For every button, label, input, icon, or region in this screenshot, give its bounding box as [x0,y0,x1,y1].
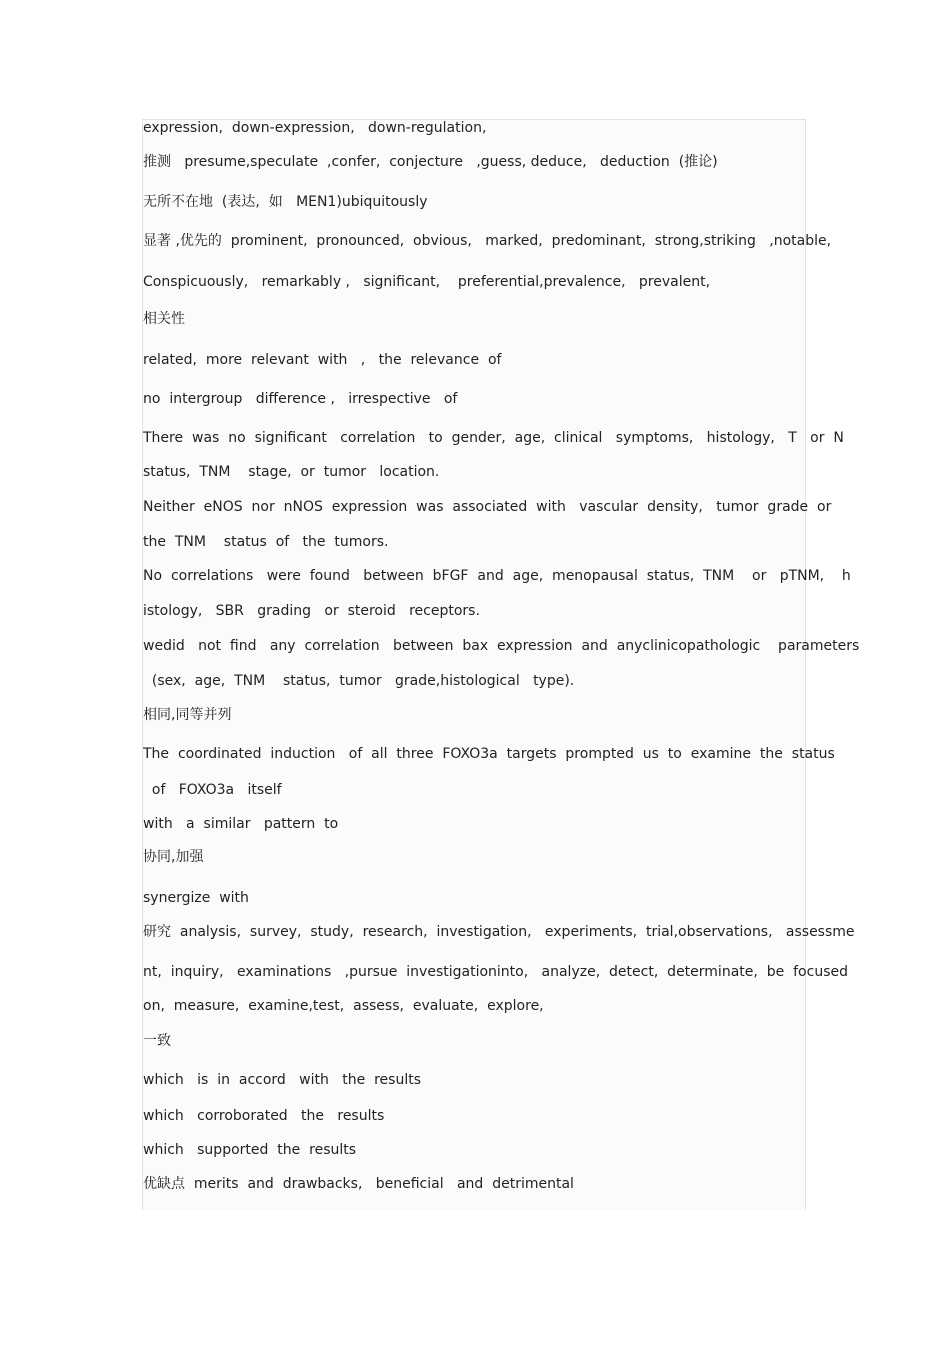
text-line-5: Conspicuously, remarkably , significant, preferential,prevalence, prevalent, [143,274,711,290]
text-line-24: nt, inquiry, examinations ,pursue investigationinto, analyze, detect, determinate, be focused [143,964,848,980]
text-line-1: expression, down-expression, down-regulation, [143,120,487,136]
text-line-6: 相关性 [143,311,185,327]
text-line-3: 无所不在地 (表达, 如 MEN1)ubiquitously [143,194,428,210]
text-line-18: The coordinated induction of all three FOXO3a targets prompted us to examine the status [143,746,835,762]
text-line-7: related, more relevant with , the relevance of [143,352,502,368]
text-line-29: which supported the results [143,1142,357,1158]
text-line-27: which is in accord with the results [143,1072,421,1088]
text-line-11: Neither eNOS nor nNOS expression was associated with vascular density, tumor grade or [143,499,832,515]
text-line-16: (sex, age, TNM status, tumor grade,histological type). [143,673,575,689]
text-line-28: which corroborated the results [143,1108,385,1124]
text-line-22: synergize with [143,890,249,906]
text-line-14: istology, SBR grading or steroid receptors. [143,603,480,619]
text-line-4: 显著 ,优先的 prominent, pronounced, obvious, marked, predominant, strong,striking ,notable, [143,233,832,249]
text-line-17: 相同,同等并列 [143,707,232,723]
text-line-10: status, TNM stage, or tumor location. [143,464,440,480]
text-line-21: 协同,加强 [143,849,204,865]
text-line-9: There was no significant correlation to gender, age, clinical symptoms, histology, T or N [143,430,844,446]
text-line-20: with a similar pattern to [143,816,339,832]
text-line-26: 一致 [143,1033,171,1049]
text-line-13: No correlations were found between bFGF and age, menopausal status, TNM or pTNM, h [143,568,851,584]
text-line-19: of FOXO3a itself [143,782,282,798]
text-line-12: the TNM status of the tumors. [143,534,389,550]
text-line-15: wedid not find any correlation between bax expression and anyclinicopathologic parameters [143,638,860,654]
text-line-30: 优缺点 merits and drawbacks, beneficial and detrimental [143,1176,574,1192]
text-line-23: 研究 analysis, survey, study, research, investigation, experiments, trial,observations, assessme [143,924,855,940]
text-line-8: no intergroup difference , irrespective of [143,391,458,407]
text-line-25: on, measure, examine,test, assess, evaluate, explore, [143,998,544,1014]
text-line-2: 推测 presume,speculate ,confer, conjecture ,guess, deduce, deduction (推论) [143,154,718,170]
